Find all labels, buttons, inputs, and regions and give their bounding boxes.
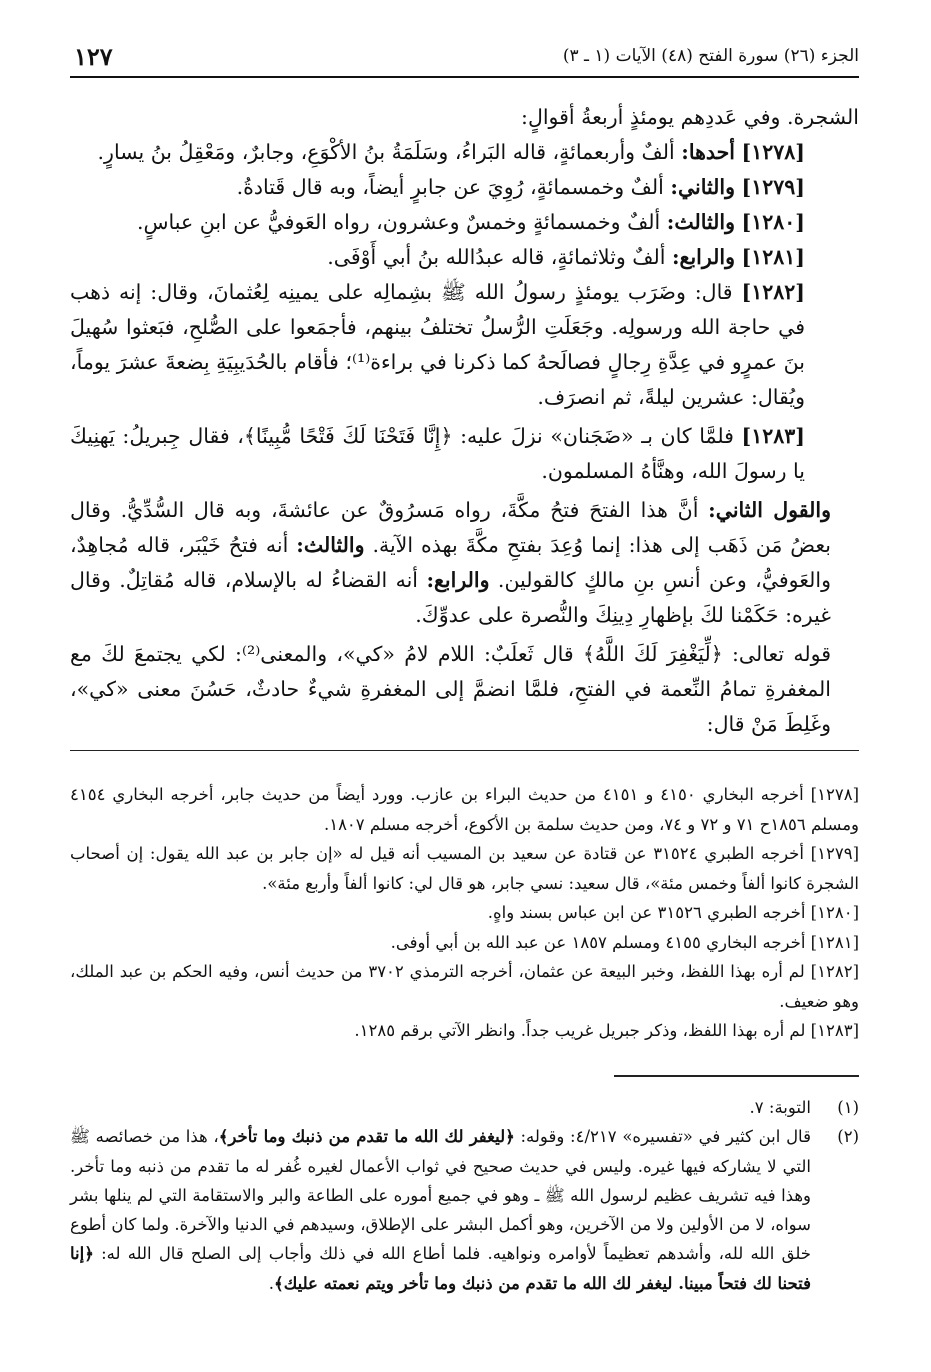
footnote-number: (١) <box>837 1098 859 1117</box>
footnote-2 <box>70 1122 859 1298</box>
paragraph-keyword: والثالث: <box>296 533 365 557</box>
footnote-short-rule <box>614 1075 859 1077</box>
footnote-quote: ﴿ليغفر لك الله ما تقدم من ذنبك وما تأخر﴾ <box>218 1127 515 1147</box>
entry-text: قال: وضَرَب يومئذٍ رسولُ الله ﷺ بشِمالِه على يمينِه لِعُثمانَ، وقال: إنه ذهب في حاجة الله ورسولِه. وجَعَلَتِ الرُّسلُ تختلفُ بينهم، فأجمَعوا على الصُّلحِ، فبَعثوا سُهيلَ بنَ عمرٍو في عِدَّةِ رِجالٍ فصالَحهُ كما ذكرنا في براءة⁽¹⁾؛ فأقام بالحُدَيبِيَةِ بِضعةَ عشرَ يوماً، ويُقال: عشرين ليلةً، ثم انصرَف. <box>70 280 805 409</box>
intro-text: الشجرة. وفي عَددِهم يومئذٍ أربعةُ أقوالٍ: <box>521 105 859 129</box>
entry-keyword: والرابع: <box>671 245 736 269</box>
entry-number: [١٢٨٠] <box>741 210 805 234</box>
footnote-text-part: . <box>268 1273 275 1293</box>
paragraph-text: أنَّ هذا الفتحَ فتحُ مكَّةَ، رواه مَسرُوقٌ عن عائشةَ، وبه قال السُّدِّيُّ. وقال بعضُ مَن ذَهَب إلى هذا: إنما وُعِدَ بفتحِ مكَّةَ بهذه الآية. <box>70 498 831 557</box>
entry-keyword: والثالث: <box>666 210 736 234</box>
entry-text: ألفٌ وخمسمائةٍ، رُوِيَ عن جابرٍ أيضاً، وبه قال قَتادةُ. <box>236 175 664 199</box>
entry-number: [١٢٧٩] <box>741 175 805 199</box>
entry-1279 <box>70 170 859 205</box>
main-text <box>70 100 859 742</box>
running-header <box>70 42 859 72</box>
footnote-quote: ﴿إنا فتحنا لك فتحاً مبينا. ليغفر لك الله ما تقدم من ذنبك وما تأخر ويتم نعمته عليك﴾ <box>70 1244 811 1293</box>
hadith-note: [١٢٧٨] أخرجه البخاري ٤١٥٠ و ٤١٥١ من حديث البراء بن عازب. وورد أيضاً من حديث جابر، أخرجه البخاري ٤١٥٤ ومسلم ١٨٥٦ح ٧١ و ٧٢ و ٧٤، ومن حديث سلمة بن الأكوع، أخرجه مسلم ١٨٠٧. <box>70 785 859 834</box>
entry-keyword: والثاني: <box>670 175 736 199</box>
header-rule <box>70 76 859 78</box>
entry-1280 <box>70 205 859 240</box>
entry-number: [١٢٧٨] <box>741 140 805 164</box>
header-title: الجزء (٢٦) سورة الفتح (٤٨) الآيات (١ ـ ٣) <box>562 46 859 66</box>
footnote-text-part: ، هذا من خصائصه ﷺ التي لا يشاركه فيها غيره. وليس في حديث صحيح في ثواب الأعمال لغيره غُفر له ما تقدم من ذنبه وما تأخر. وهذا فيه تشريف عظيم لرسول الله ﷺ ـ وهو في جميع أموره على الطاعة والبر والاستقامة التي لم ينلها بشر سواه، لا من الأولين ولا من الآخرين، وهو أكمل البشر على الإطلاق، وسيدهم في الدنيا والآخرة. ولما كان أطوع خلق الله لله، وأشدهم تعظيماً لأوامره ونواهيه. فلما أطاع الله في ذلك وأجاب إلى الصلح قال الله له: <box>70 1127 811 1264</box>
paragraph-text: أنه فتحُ خَيْبَر، قاله مُجاهِدٌ، والعَوفيُّ، وعن أنسِ بنِ مالكٍ كالقولين. <box>70 533 831 592</box>
hadith-notes <box>70 780 859 1046</box>
hadith-note: [١٢٧٩] أخرجه الطبري ٣١٥٢٤ عن قتادة عن سعيد بن المسيب أنه قيل له «إن جابر بن عبد الله يقول: إن أصحاب الشجرة كانوا ألفاً وخمس مئة»، قال سعيد: نسي جابر، هو قال لي: كانوا ألفاً وأربع مئة». <box>70 844 859 893</box>
footnote-number: (٢) <box>837 1127 859 1147</box>
page-number: ١٢٧ <box>74 42 113 71</box>
paragraph-lead: والقول الثاني: <box>708 498 831 522</box>
paragraph-text: أنه القضاءُ له بالإسلام، قاله مُقاتِلٌ. وقال غيره: حَكَمْنا لكَ بإظهارِ دِينِكَ والنُّصرة على عدوِّكَ. <box>70 568 831 627</box>
footnote-separator <box>70 750 859 751</box>
hadith-note: [١٢٨٠] أخرجه الطبري ٣١٥٢٦ عن ابن عباس بسند واهٍ. <box>487 903 859 922</box>
entry-1282 <box>70 275 859 415</box>
footnote-text-part: قال ابن كثير في «تفسيره» ٤/٢١٧: وقوله: <box>520 1127 811 1147</box>
intro-line <box>70 100 859 135</box>
entry-text: ألفٌ وخمسمائةٍ وخمسٌ وعشرون، رواه العَوفيُّ عن ابنِ عباسٍ. <box>137 210 661 234</box>
entry-number: [١٢٨١] <box>741 245 805 269</box>
hadith-note: [١٢٨٢] لم أره بهذا اللفظ، وخبر البيعة عن عثمان، أخرجه الترمذي ٣٧٠٢ من حديث أنس، وفيه الحكم بن عبد الملك، وهو ضعيف. <box>70 962 859 1011</box>
entry-1281 <box>70 240 859 275</box>
paragraph-text: قوله تعالى: ﴿لِّيَغْفِرَ لَكَ اللَّهُ﴾ قال ثَعلَبٌ: اللام لامُ «كي»، والمعنى⁽²⁾: لكي يجتمعَ لكَ مع المغفرةِ تمامُ النِّعمة في الفتحِ، فلمَّا انضمَّ إلى المغفرةِ شيءٌ حادثٌ، حَسُنَ معنى «كي»، وغَلِطَ مَنْ قال: <box>70 642 831 736</box>
entry-keyword: أحدها: <box>681 140 736 164</box>
footnotes <box>70 1093 859 1298</box>
entry-text: ألفٌ وثلاثمائةٍ، قاله عبدُالله بنُ أبي أَوْفَى. <box>327 245 666 269</box>
second-opinion-paragraph <box>70 493 859 633</box>
footnote-text: التوبة: ٧. <box>749 1098 811 1117</box>
entry-1278 <box>70 135 859 170</box>
entry-text: ألفٌ وأربعمائةٍ، قاله البَراءُ، وسَلَمَةُ بنُ الأكْوَعِ، وجابرٌ، ومَعْقِلُ بنُ يسارٍ. <box>97 140 675 164</box>
footnote-text <box>70 1122 811 1298</box>
hadith-note: [١٢٨٣] لم أره بهذا اللفظ، وذكر جبريل غريب جداً. وانظر الآتي برقم ١٢٨٥. <box>354 1021 859 1040</box>
hadith-note: [١٢٨١] أخرجه البخاري ٤١٥٥ ومسلم ١٨٥٧ عن عبد الله بن أبي أوفى. <box>390 932 859 952</box>
entry-number: [١٢٨٢] <box>741 280 805 304</box>
footnote-1 <box>70 1093 859 1122</box>
entry-text: فلمَّا كان بـ «ضَجَنان» نزلَ عليه: ﴿إِنَّا فَتَحْنَا لَكَ فَتْحًا مُّبِينًا﴾، فقال جِبريلُ: يَهنِيكَ يا رسولَ الله، وهنَّأهُ المسلمون. <box>70 424 805 483</box>
entry-number: [١٢٨٣] <box>741 424 805 448</box>
paragraph-keyword: والرابع: <box>426 568 490 592</box>
entry-1283 <box>70 419 859 489</box>
verse-commentary-paragraph <box>70 637 859 742</box>
